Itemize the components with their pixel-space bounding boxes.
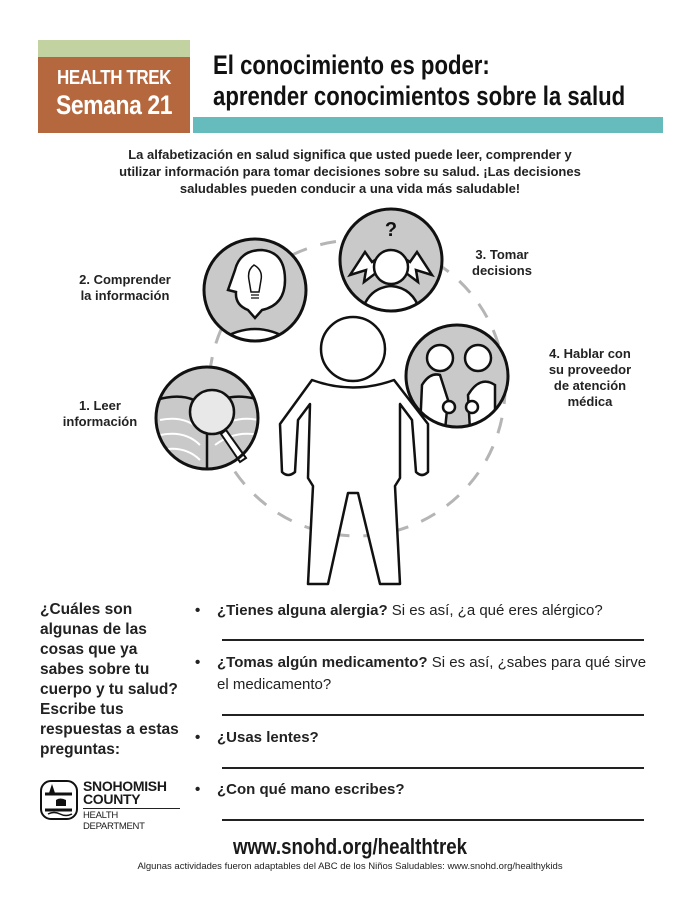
bullet: • — [195, 729, 201, 746]
intro-text: La alfabetización en salud significa que usted puede leer, comprender y utilizar información para tomar decisiones sobre su salud. ¡Las decisiones saludables pueden conducir a una vida más saludable! — [119, 147, 581, 196]
step-1-label — [50, 398, 150, 430]
step-3-label-line: decisions — [472, 263, 532, 278]
question-item — [195, 600, 655, 622]
question-bold: ¿Usas lentes? — [217, 729, 319, 746]
healthtrek-url[interactable]: www.snohd.org/healthtrek — [232, 834, 468, 859]
bullet: • — [195, 602, 201, 619]
question-bold: ¿Tomas algún medicamento? — [217, 654, 428, 671]
snohomish-county-logo — [40, 778, 180, 832]
logo-line-3: HEALTH DEPARTMENT — [83, 808, 180, 832]
step-2-label — [65, 272, 185, 304]
question-item — [195, 727, 655, 749]
question-arrows-icon — [340, 209, 442, 320]
person-icon — [280, 317, 428, 584]
magnifying-glass-icon — [156, 367, 260, 470]
bullet: • — [195, 781, 201, 798]
question-mark-glyph: ? — [384, 219, 398, 241]
step-4-label-line: de atención — [553, 378, 627, 393]
questions-prompt: ¿Cuáles son algunas de las cosas que ya sabes sobre tu cuerpo y tu salud? Escribe tus respuestas a estas preguntas: — [40, 601, 179, 758]
logo-line-2: COUNTY — [83, 791, 141, 807]
week-label: Semana 21 — [55, 90, 173, 120]
credit-text: Algunas actividades fueron adaptables del ABC de los Niños Saludables: www.snohd.org/healthykids — [137, 861, 563, 872]
question-bold: ¿Tienes alguna alergia? — [217, 602, 388, 619]
answer-line[interactable] — [222, 714, 644, 716]
step-4-label-line: 4. Hablar con — [549, 346, 631, 361]
title-line-1: El conocimiento es poder: — [213, 50, 490, 80]
bullet: • — [195, 654, 201, 671]
answer-line[interactable] — [222, 819, 644, 821]
step-2-label-line: la información — [80, 288, 170, 303]
answer-line[interactable] — [222, 639, 644, 641]
answer-line[interactable] — [222, 767, 644, 769]
step-4-label — [540, 346, 640, 410]
question-item — [195, 652, 655, 696]
step-1-label-line: información — [62, 414, 138, 429]
step-4-label-line: su proveedor — [548, 362, 632, 377]
doctor-patient-icon — [406, 325, 508, 430]
title-line-2: aprender conocimientos sobre la salud — [213, 81, 626, 111]
series-label: HEALTH TREK — [56, 67, 172, 89]
step-3-label — [462, 247, 542, 279]
step-2-label-line: 2. Comprender — [79, 272, 171, 287]
question-rest: Si es así, ¿sabes para qué sirve el medicamento? — [217, 654, 647, 693]
question-item — [195, 779, 655, 801]
logo-line-1: SNOHOMISH — [83, 778, 167, 794]
question-rest: Si es así, ¿a qué eres alérgico? — [387, 602, 603, 619]
logo-text — [83, 780, 180, 832]
step-3-label-line: 3. Tomar — [475, 247, 529, 262]
step-1-label-line: 1. Leer — [79, 398, 121, 413]
question-bold: ¿Con qué mano escribes? — [217, 781, 405, 798]
county-emblem-icon — [40, 780, 80, 822]
step-4-label-line: médica — [567, 394, 613, 409]
